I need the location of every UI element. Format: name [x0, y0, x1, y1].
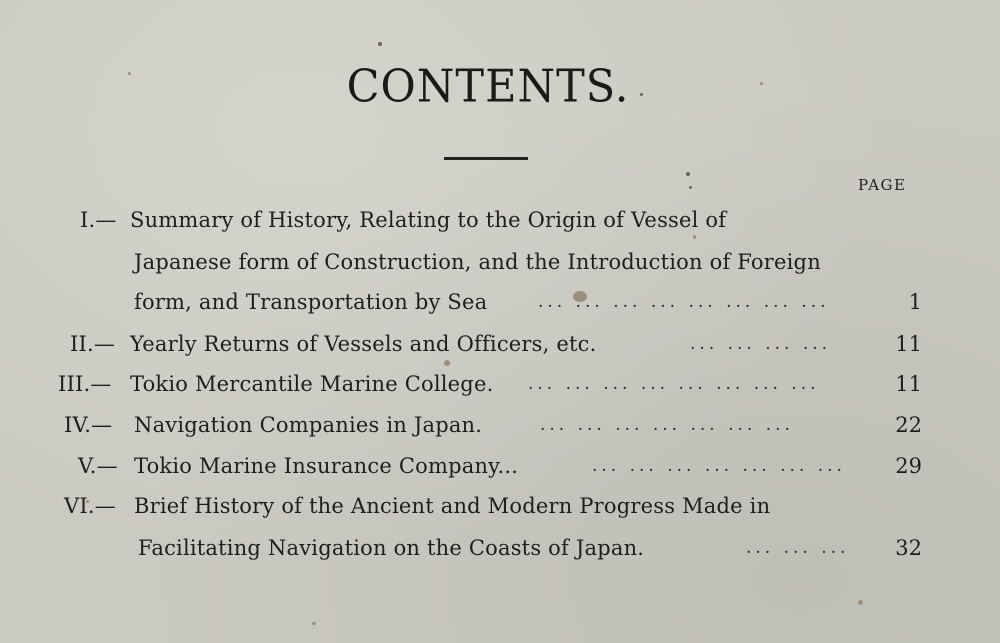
paper-speck: [686, 172, 690, 176]
entry-page-number: 29: [895, 454, 922, 478]
paper-speck: [689, 186, 692, 189]
entry-numeral: IV.—: [64, 413, 113, 437]
entry-numeral: III.—: [58, 372, 112, 396]
entry-page-number: 11: [895, 332, 922, 356]
entry-numeral: I.—: [80, 208, 117, 232]
dot-leader: ... ... ... ... ... ... ...: [540, 415, 794, 435]
entry-numeral: V.—: [78, 454, 118, 478]
entry-title-line: Yearly Returns of Vessels and Officers, etc.: [130, 332, 597, 356]
entry-page-number: 22: [895, 413, 922, 437]
entry-title-line: Japanese form of Construction, and the Introduction of Foreign: [134, 250, 821, 274]
entry-title-line: Tokio Mercantile Marine College.: [130, 372, 494, 396]
dot-leader: ... ... ... ...: [690, 334, 832, 354]
paper-speck: [312, 622, 316, 625]
paper-speck: [693, 235, 696, 239]
entry-numeral: II.—: [70, 332, 116, 356]
entry-title-line: Navigation Companies in Japan.: [134, 413, 483, 437]
entry-title-line: Summary of History, Relating to the Origin of Vessel of: [130, 208, 727, 232]
paper-speck: [444, 360, 450, 366]
entry-title-line: Facilitating Navigation on the Coasts of Japan.: [138, 536, 645, 560]
dot-leader: ... ... ... ... ... ... ... ...: [538, 292, 830, 312]
dot-leader: ... ... ...: [746, 538, 850, 558]
paper-speck: [378, 42, 382, 46]
entry-page-number: 1: [908, 290, 922, 314]
dot-leader: ... ... ... ... ... ... ... ...: [528, 374, 820, 394]
entry-title-line: Tokio Marine Insurance Company...: [134, 454, 519, 478]
page-title: CONTENTS.: [346, 60, 630, 114]
entry-title-line: Brief History of the Ancient and Modern Progress Made in: [134, 494, 771, 518]
entry-numeral: VI.—: [64, 494, 116, 518]
paper-speck: [858, 600, 863, 605]
entry-page-number: 11: [895, 372, 922, 396]
entry-title-line: form, and Transportation by Sea: [134, 290, 488, 314]
title-rule: [444, 157, 528, 160]
dot-leader: ... ... ... ... ... ... ...: [592, 456, 846, 476]
page-column-label: PAGE: [858, 176, 907, 194]
entry-page-number: 32: [895, 536, 922, 560]
